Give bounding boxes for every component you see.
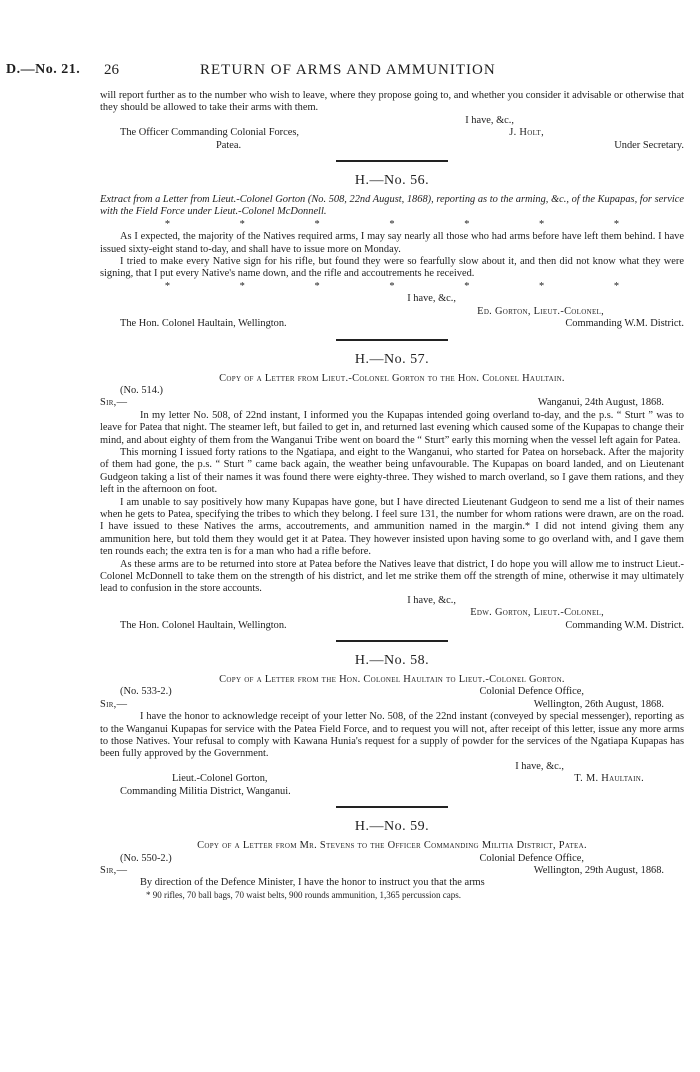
h59-paragraph-1: By direction of the Defence Minister, I have the honor to instruct you that the arms xyxy=(140,877,485,889)
h56-stars-2 xyxy=(100,281,684,293)
star: * xyxy=(314,218,320,230)
h57-closing: I have, &c., xyxy=(407,594,456,606)
h58-salutation: Sir,— xyxy=(100,698,128,710)
intro-letter-end xyxy=(100,90,684,152)
star: * xyxy=(164,280,171,292)
h57-salutation: Sir,— xyxy=(100,397,128,409)
document-reference: D.—No. 21. xyxy=(6,62,81,77)
h57-signature-row xyxy=(100,620,684,632)
star: * xyxy=(613,218,620,230)
h57-heading: H.—No. 57. xyxy=(354,351,430,367)
h58-number-row xyxy=(100,686,684,698)
h56-heading: H.—No. 56. xyxy=(354,173,430,189)
intro-addressee-line1: The Officer Commanding Colonial Forces, xyxy=(120,127,300,139)
h56-paragraph-1: As I expected, the majority of the Natives required arms, I may say nearly all those who had arms before have left them behind. I have issued sixty-eight stand to-day, and shall have to issue more on Monday. xyxy=(100,231,684,255)
h58-addressee-line2: Commanding Militia District, Wanganui. xyxy=(120,785,291,797)
h58-number: (No. 533-2.) xyxy=(120,686,172,698)
section-h57 xyxy=(100,351,684,633)
h56-stars-1 xyxy=(100,219,684,231)
h58-salutation-row xyxy=(100,699,684,711)
h59-place-date: Wellington, 29th August, 1868. xyxy=(533,864,664,876)
star: * xyxy=(464,280,470,292)
h58-closing: I have, &c., xyxy=(515,760,564,772)
h59-salutation: Sir,— xyxy=(100,864,128,876)
h58-place-date: Wellington, 26th August, 1868. xyxy=(533,698,664,710)
h58-heading: H.—No. 58. xyxy=(354,653,430,669)
intro-signer-title: Under Secretary. xyxy=(614,139,684,151)
h56-subtitle: Extract from a Letter from Lieut.-Colonel Gorton (No. 508, 22nd August, 1868), reporting as to the arming, &c., of the Kupapas, for service with the Field Force under Lieut.-Colonel McDonnell. xyxy=(100,194,684,218)
h59-office: Colonial Defence Office, xyxy=(479,852,584,864)
h57-signer: Edw. Gorton, Lieut.-Colonel, xyxy=(470,607,604,619)
intro-signature-row-2 xyxy=(100,140,684,152)
h56-closing: I have, &c., xyxy=(407,293,456,305)
h58-paragraph-1: I have the honor to acknowledge receipt of your letter No. 508, of the 22nd instant (conveyed by special messenger), reporting as to the Wanganui Kupapas for service with the Patea Field Force, and to request you will not, after receipt of this letter, issue any more arms to those Natives. Your refusal to comply with Kawana Hunia's request for a supply of powder for the services of the Ngatiapa Kupapas has been fully approved by the Government. xyxy=(100,711,684,760)
star: * xyxy=(539,280,545,292)
h58-signer: T. M. Haultain. xyxy=(574,773,644,785)
star: * xyxy=(464,218,470,230)
h58-addressee-line1: Lieut.-Colonel Gorton, xyxy=(172,773,268,785)
h57-place-date: Wanganui, 24th August, 1868. xyxy=(537,397,664,409)
page-header xyxy=(0,62,700,84)
h57-paragraph-1: In my letter No. 508, of 22nd instant, I informed you the Kupapas intended going overland to-day, and the p.s. “ Sturt ” was to leave for Patea that night. The steamer left, but failed to get in, and returned last evening which caused some of the Kupapas to change their mind, and about eighty of them from the Wanganui Tribe went on board the “ Sturt” early this morning when the vessel left again for Patea. xyxy=(100,409,684,446)
h56-signer-title: Commanding W.M. District. xyxy=(565,318,684,330)
intro-text: will report further as to the number who wish to leave, where they propose going to, and whether you consider it advisable or otherwise that they should be allowed to take their arms with them. xyxy=(100,90,684,114)
h57-paragraph-2: This morning I issued forty rations to the Ngatiapa, and eight to the Wanganui, who started for Patea on horseback. After the majority of them had gone, the p.s. “ Sturt ” came back again, the weather being unfavourable. The Kupapas on board landed, and on Lieutenant Gudgeon taking a list of their names it was found there were eighty-three. They wished to march overland, so I gave them rations, and they left in the afternoon on foot. xyxy=(100,446,684,496)
star: * xyxy=(239,218,245,230)
h58-subtitle: Copy of a Letter from the Hon. Colonel Haultain to Lieut.-Colonel Gorton. xyxy=(219,674,565,686)
intro-addressee-line2: Patea. xyxy=(216,139,242,151)
section-h58 xyxy=(100,652,684,798)
section-divider xyxy=(336,806,448,808)
intro-closing: I have, &c., xyxy=(465,114,514,126)
star: * xyxy=(613,280,620,292)
page-number: 26 xyxy=(104,62,119,78)
intro-signature-row xyxy=(100,127,684,139)
star: * xyxy=(539,218,545,230)
h58-office: Colonial Defence Office, xyxy=(479,686,584,698)
section-divider xyxy=(336,640,448,642)
h57-paragraph-3: I am unable to say positively how many Kupapas have gone, but I have directed Lieutenant Gudgeon to send me a list of their names when he gets to Patea, specifying the tribes to which they belong. I feel sure 131, the number for whom rations were drawn, are on the road. I have issued to these Natives the arms, accoutrements, and ammunition named in the margin.* I did not intend giving them any ammunition here, but told them they would get it at Patea. They however insisted upon having some to go overland with, and I gave them ten rounds each; the extra ten is for a man who had a rifle before. xyxy=(100,496,684,558)
h59-subtitle: Copy of a Letter from Mr. Stevens to the Officer Commanding Militia District, Patea. xyxy=(197,840,587,852)
intro-signer: J. Holt, xyxy=(509,127,544,139)
h56-signer: Ed. Gorton, Lieut.-Colonel, xyxy=(477,305,604,317)
h56-signature-row xyxy=(100,318,684,330)
h59-heading: H.—No. 59. xyxy=(354,819,430,835)
h57-subtitle: Copy of a Letter from Lieut.-Colonel Gorton to the Hon. Colonel Haultain. xyxy=(219,372,565,384)
running-title: RETURN OF ARMS AND AMMUNITION xyxy=(200,62,496,78)
footnote: * 90 rifles, 70 ball bags, 70 waist belts, 900 rounds ammunition, 1,365 percussion caps. xyxy=(146,889,461,900)
star: * xyxy=(164,218,171,230)
section-divider xyxy=(336,339,448,341)
h56-addressee: The Hon. Colonel Haultain, Wellington. xyxy=(120,318,287,330)
h59-number: (No. 550-2.) xyxy=(120,852,172,864)
section-h59 xyxy=(100,818,684,890)
h57-salutation-row xyxy=(100,397,684,409)
h56-paragraph-2: I tried to make every Native sign for his rifle, but found they were so fearfully slow about it, and then did not know what they were signing, that I put every Native's name down, and the rifle and accoutrements he received. xyxy=(100,256,684,280)
star: * xyxy=(239,280,245,292)
section-h56 xyxy=(100,172,684,330)
h59-number-row xyxy=(100,853,684,865)
h57-number: (No. 514.) xyxy=(120,384,163,396)
star: * xyxy=(389,280,395,292)
document-body xyxy=(100,90,684,901)
h57-addressee: The Hon. Colonel Haultain, Wellington. xyxy=(120,619,287,631)
section-divider xyxy=(336,160,448,162)
h58-signature-row xyxy=(100,773,684,785)
h57-signer-title: Commanding W.M. District. xyxy=(565,619,684,631)
h59-salutation-row xyxy=(100,865,684,877)
star: * xyxy=(314,280,320,292)
star: * xyxy=(389,218,395,230)
h57-paragraph-4: As these arms are to be returned into store at Patea before the Natives leave that district, I do hope you will allow me to instruct Lieut.-Colonel McDonnell to take them on the strength of his district, and let me strike them off the strength of mine, otherwise it may ultimately lead to confusion in the store accounts. xyxy=(100,558,684,595)
